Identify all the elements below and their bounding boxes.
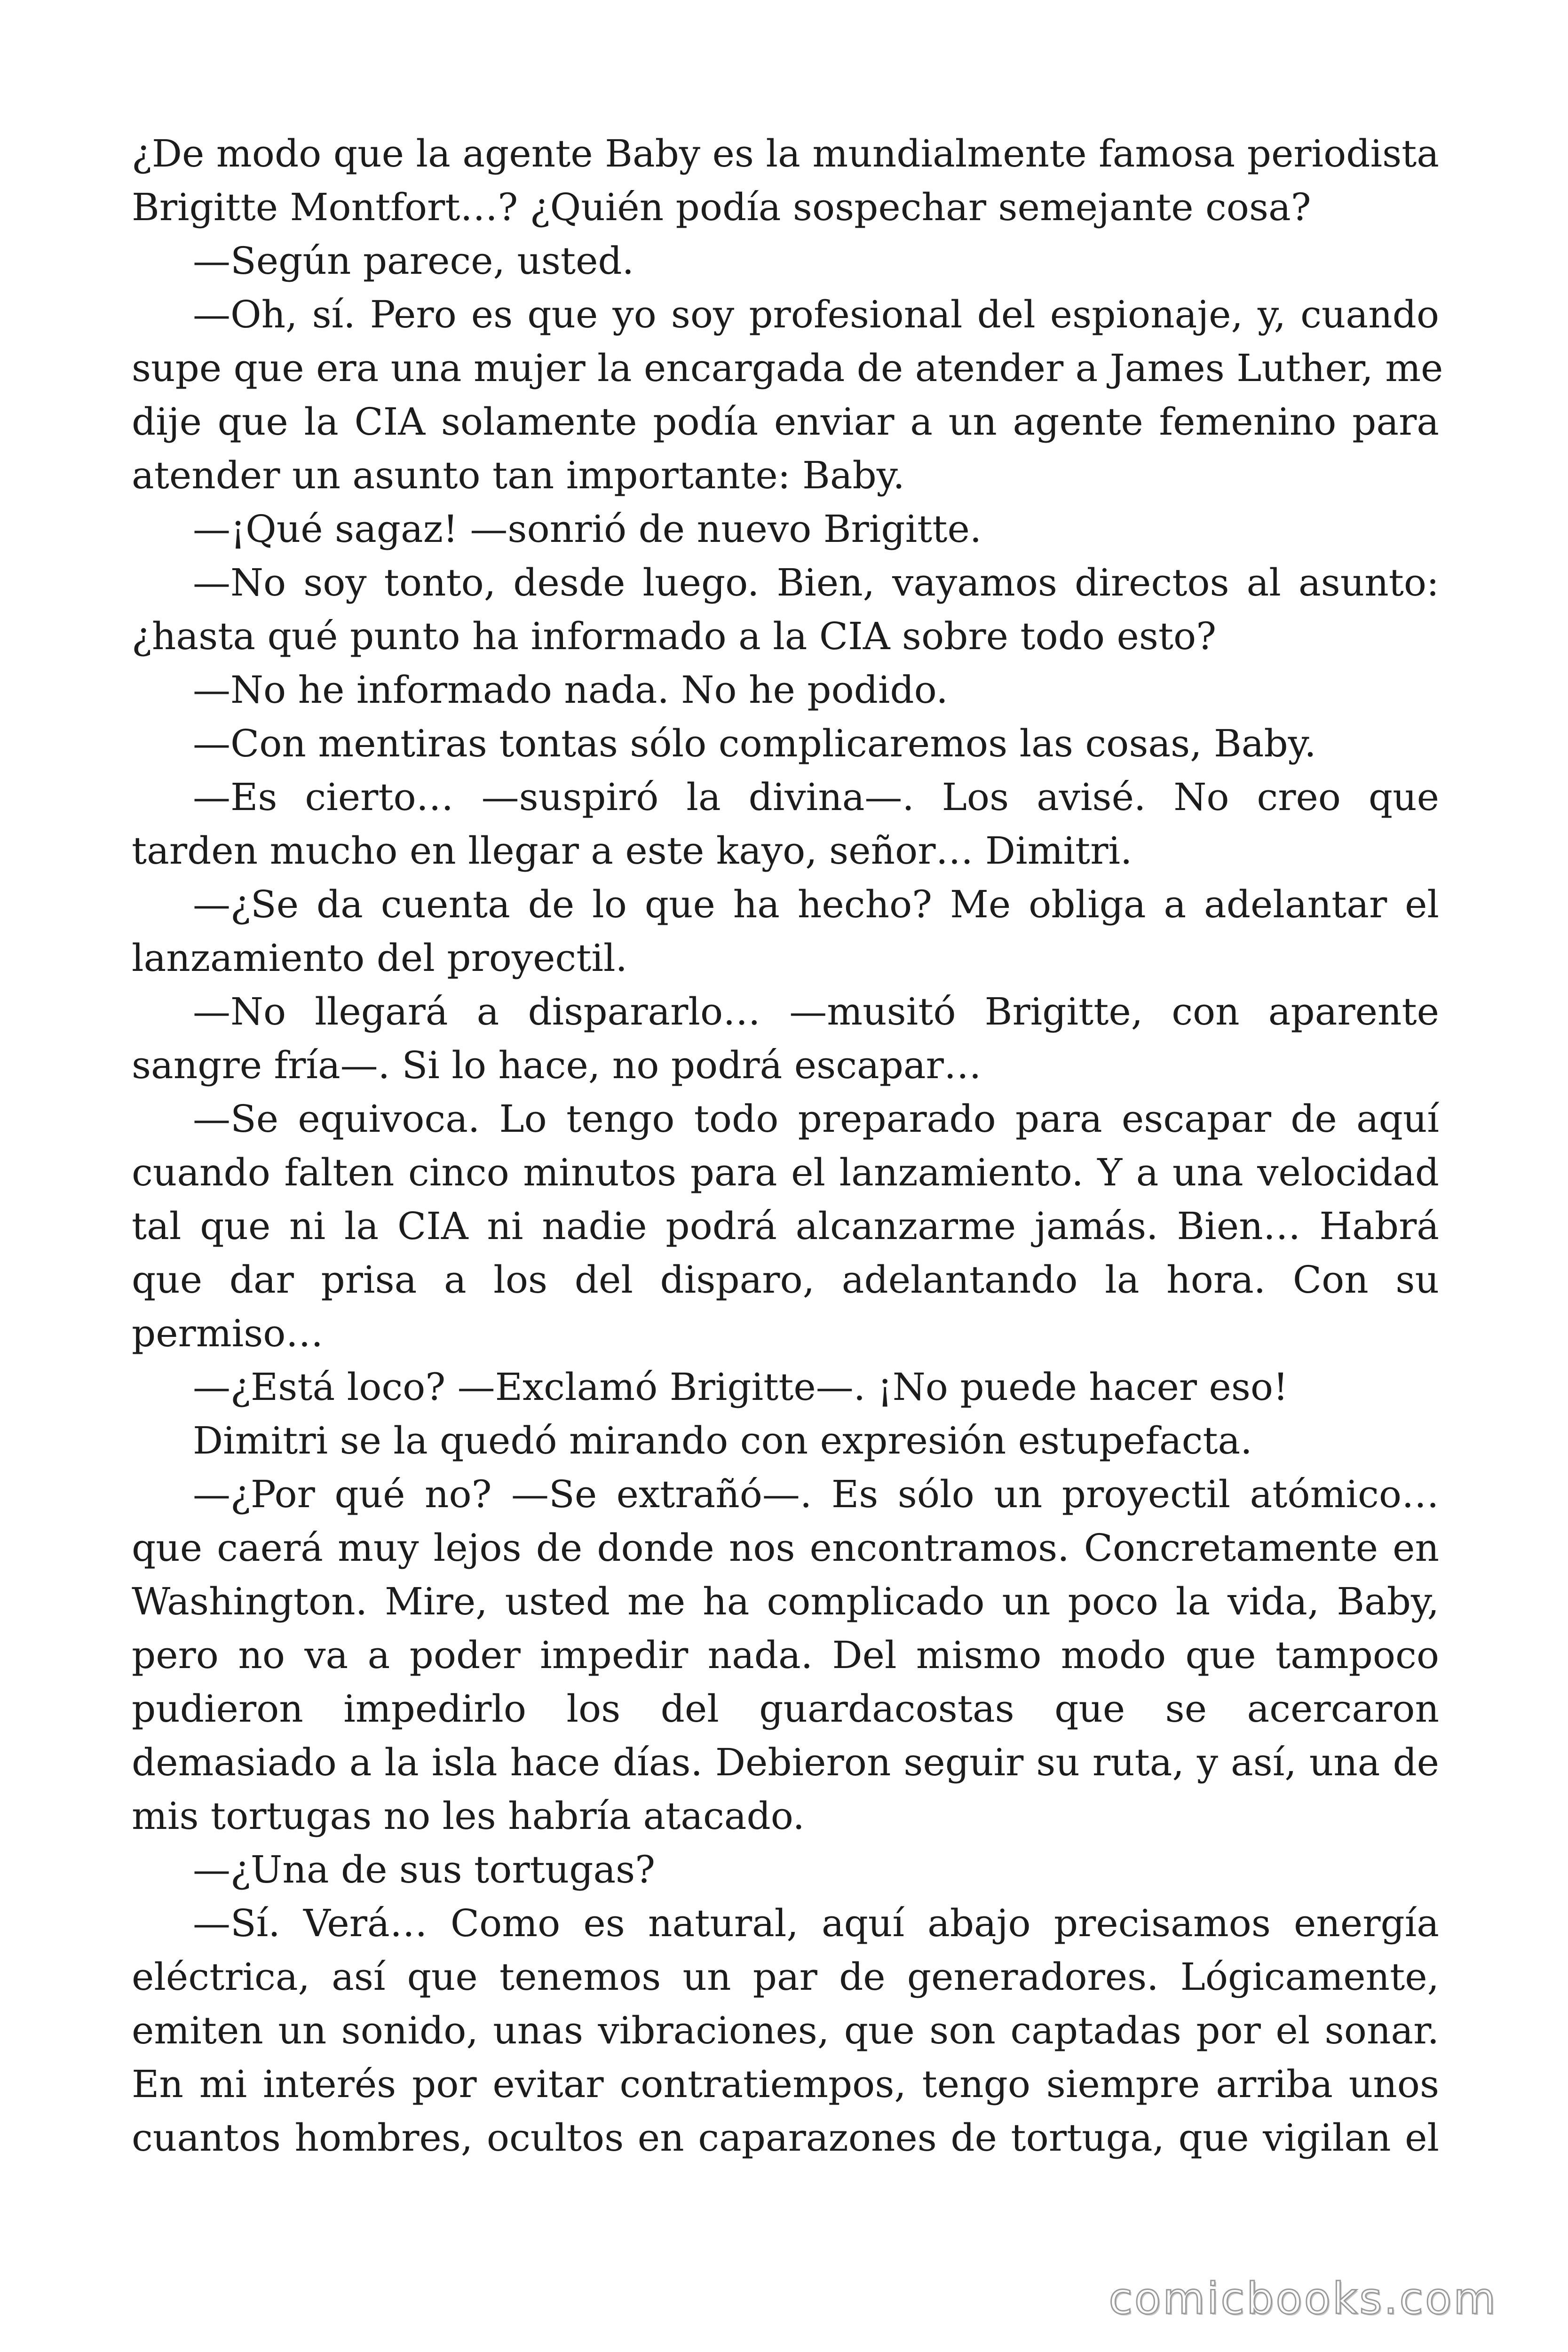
text-line: Dimitri se la quedó mirando con expresión estupefacta. <box>193 1419 1252 1462</box>
text-line: —¿Está loco? —Exclamó Brigitte—. ¡No puede hacer eso! <box>193 1365 1289 1409</box>
text-line: pero no va a poder impedir nada. Del mismo modo que tampoco <box>132 1633 1439 1677</box>
text-line: tal que ni la CIA ni nadie podrá alcanzarme jamás. Bien… Habrá <box>132 1204 1439 1248</box>
text-line: pudieron impedirlo los del guardacostas que se acercaron <box>132 1687 1439 1731</box>
text-line: ¿hasta qué punto ha informado a la CIA sobre todo esto? <box>132 614 1217 658</box>
text-line: —Oh, sí. Pero es que yo soy profesional del espionaje, y, cuando <box>193 293 1439 336</box>
book-page-text <box>132 127 1443 2165</box>
text-line: cuando falten cinco minutos para el lanzamiento. Y a una velocidad <box>132 1151 1439 1194</box>
text-line: eléctrica, así que tenemos un par de generadores. Lógicamente, <box>132 1955 1439 1999</box>
text-line: —¿Por qué no? —Se extrañó—. Es sólo un proyectil atómico… <box>193 1472 1439 1516</box>
text-line: supe que era una mujer la encargada de atender a James Luther, me <box>132 346 1443 390</box>
text-line: —Se equivoca. Lo tengo todo preparado para escapar de aquí <box>193 1097 1439 1141</box>
text-line: tarden mucho en llegar a este kayo, señor… Dimitri. <box>132 829 1132 873</box>
text-line: que caerá muy lejos de donde nos encontramos. Concretamente en <box>132 1526 1439 1570</box>
text-line: —¿Se da cuenta de lo que ha hecho? Me obliga a adelantar el <box>193 882 1439 926</box>
text-line: ¿De modo que la agente Baby es la mundialmente famosa periodista <box>132 132 1439 175</box>
text-line: Brigitte Montfort…? ¿Quién podía sospechar semejante cosa? <box>132 185 1311 229</box>
text-line: —¡Qué sagaz! —sonrió de nuevo Brigitte. <box>193 507 982 551</box>
text-line: demasiado a la isla hace días. Debieron seguir su ruta, y así, una de <box>132 1740 1439 1784</box>
text-line: —Sí. Verá… Como es natural, aquí abajo precisamos energía <box>193 1901 1439 1945</box>
text-line: sangre fría—. Si lo hace, no podrá escapar… <box>132 1043 982 1087</box>
text-line: emiten un sonido, unas vibraciones, que son captadas por el sonar. <box>132 2009 1439 2052</box>
text-line: —No llegará a dispararlo… —musitó Brigitte, con aparente <box>193 990 1439 1033</box>
text-line: cuantos hombres, ocultos en caparazones de tortuga, que vigilan el <box>132 2116 1439 2160</box>
text-line: —Es cierto… —suspiró la divina—. Los avisé. No creo que <box>193 775 1439 819</box>
site-watermark: comicbooks.com <box>1109 2273 1497 2324</box>
text-line: —¿Una de sus tortugas? <box>193 1848 656 1891</box>
text-line: dije que la CIA solamente podía enviar a un agente femenino para <box>132 400 1439 444</box>
text-line: Washington. Mire, usted me ha complicado un poco la vida, Baby, <box>132 1580 1439 1623</box>
text-line: En mi interés por evitar contratiempos, tengo siempre arriba unos <box>132 2062 1439 2106</box>
text-line: —Con mentiras tontas sólo complicaremos las cosas, Baby. <box>193 722 1316 765</box>
text-line: lanzamiento del proyectil. <box>132 936 627 980</box>
text-line: mis tortugas no les habría atacado. <box>132 1794 805 1838</box>
text-line: que dar prisa a los del disparo, adelantando la hora. Con su <box>132 1258 1439 1302</box>
text-line: permiso… <box>132 1311 324 1355</box>
text-line: —No he informado nada. No he podido. <box>193 668 948 712</box>
text-line: —Según parece, usted. <box>193 239 634 283</box>
text-line: —No soy tonto, desde luego. Bien, vayamos directos al asunto: <box>193 561 1439 604</box>
text-line: atender un asunto tan importante: Baby. <box>132 453 905 497</box>
